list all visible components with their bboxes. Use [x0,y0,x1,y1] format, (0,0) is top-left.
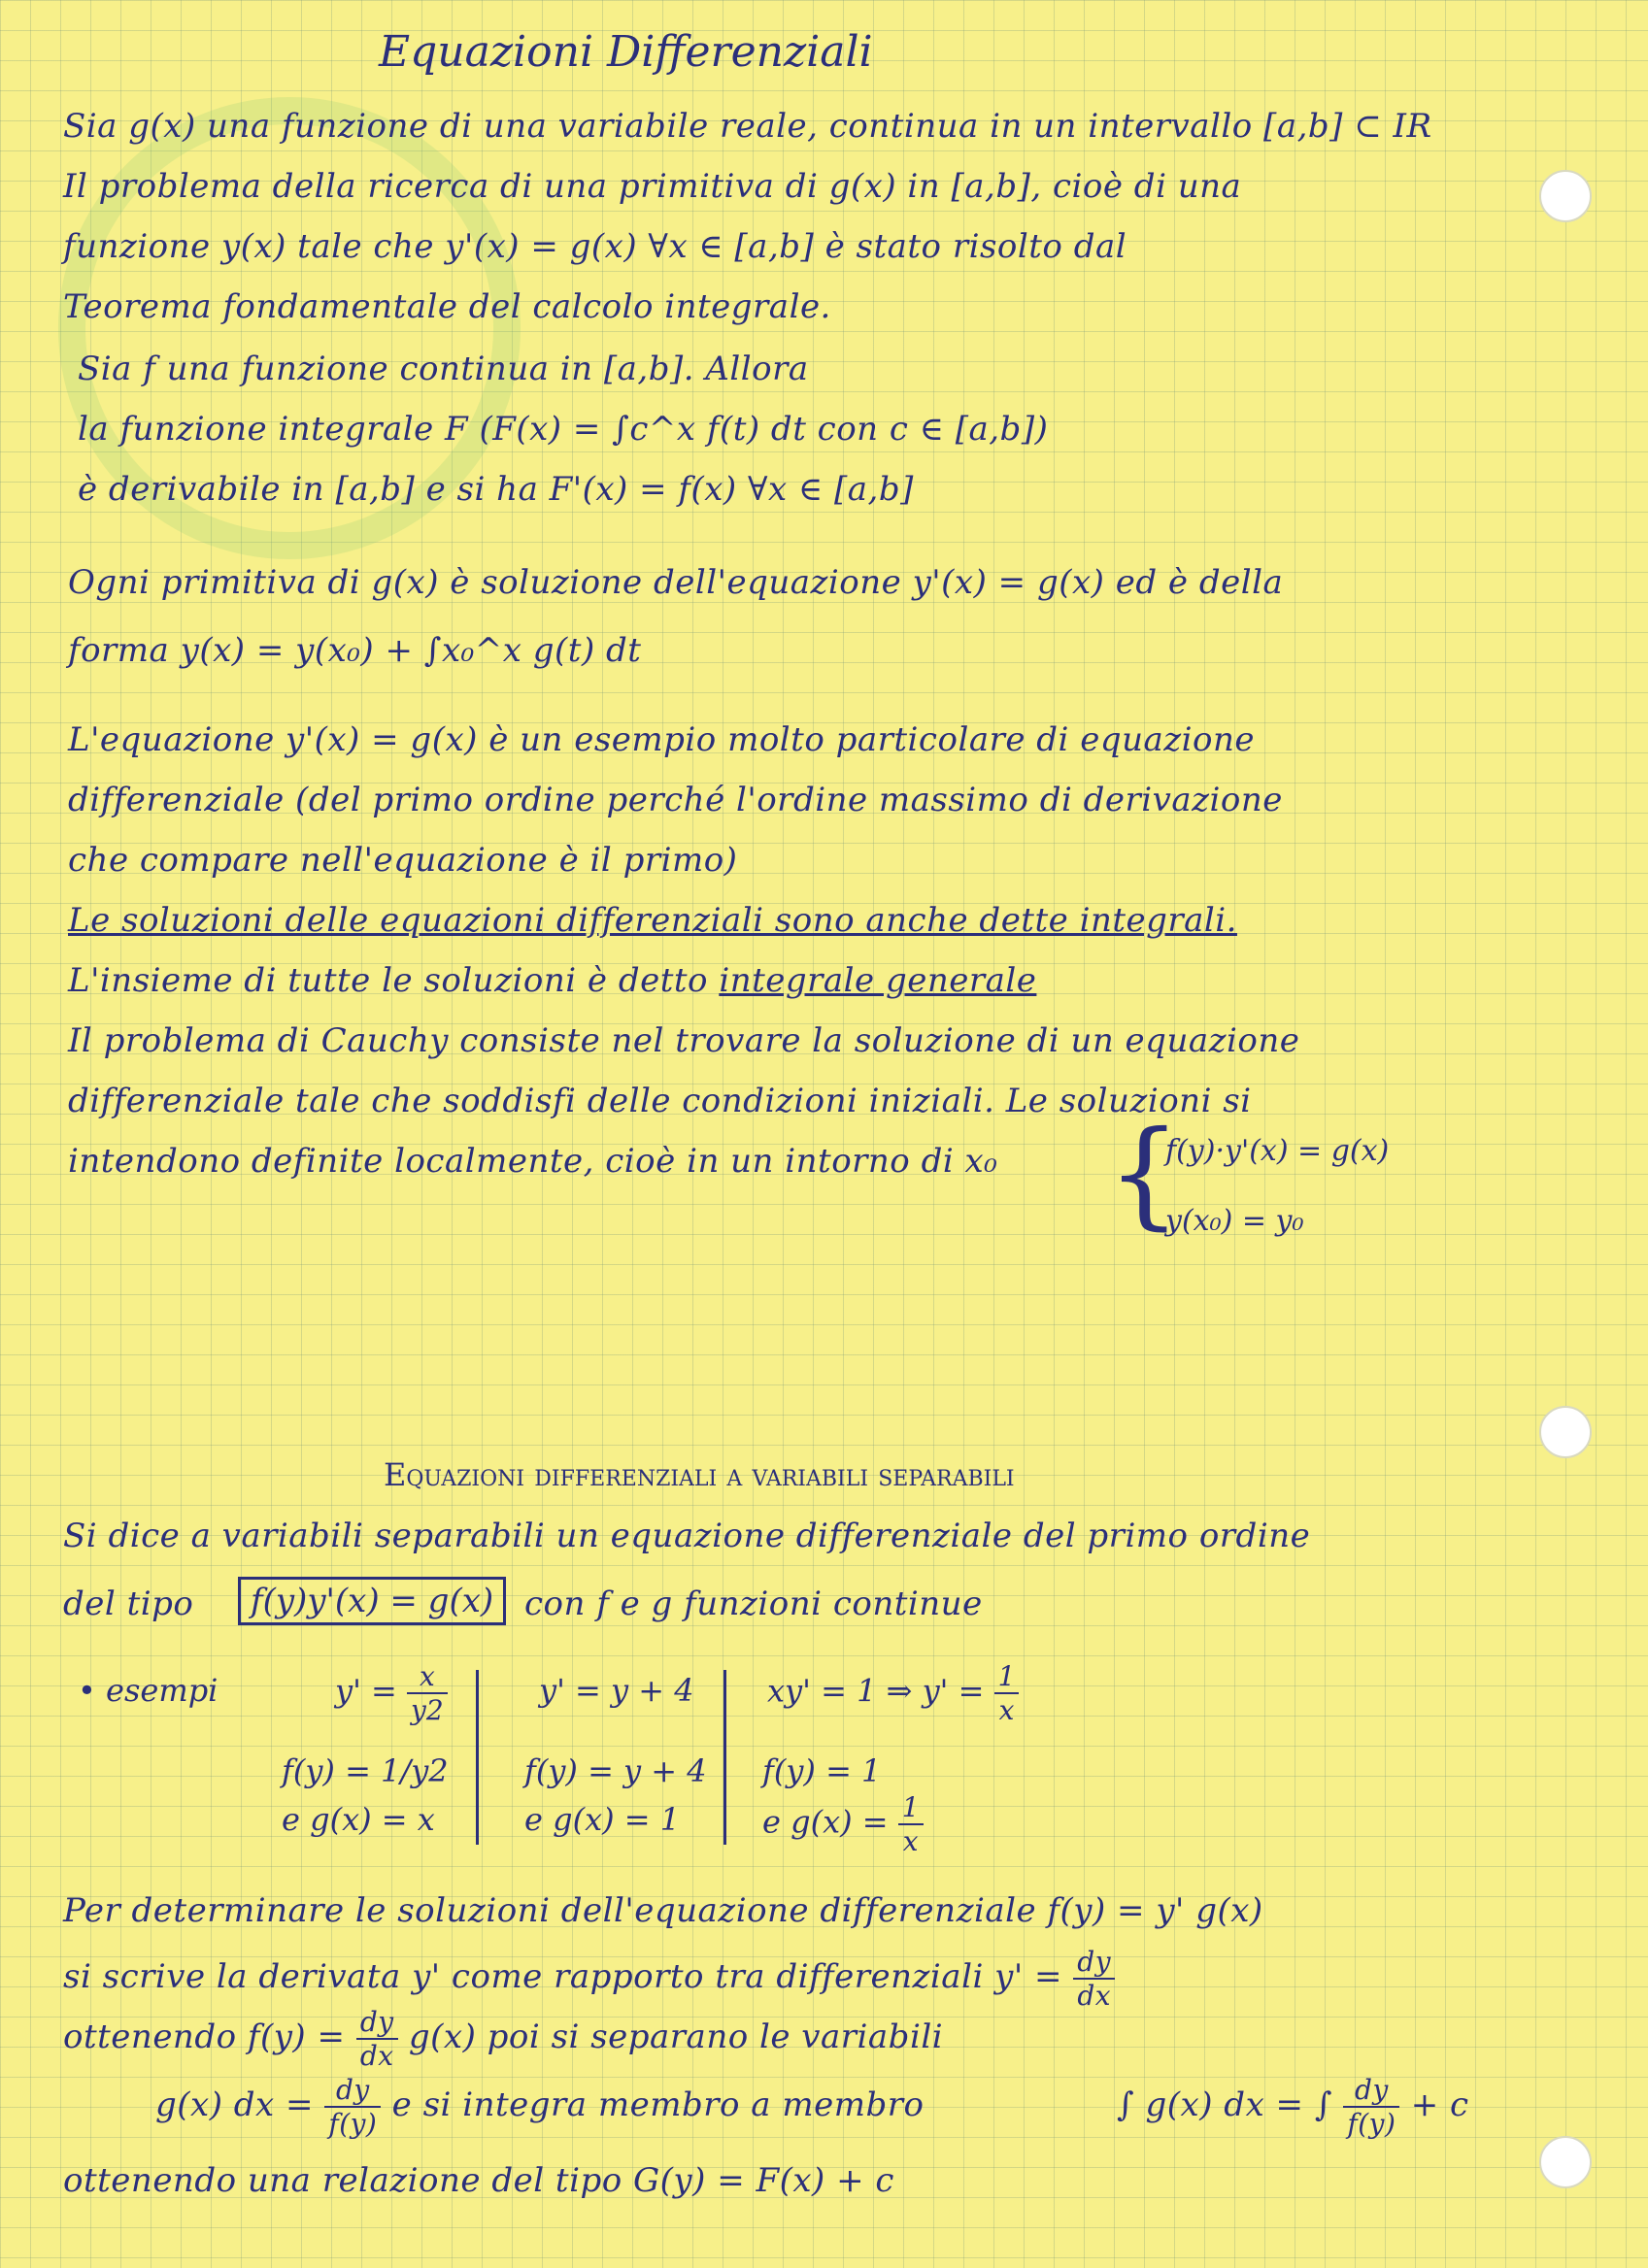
text-line: del tipo [63,1584,194,1623]
system-eq: y(x₀) = y₀ [1165,1204,1304,1238]
system-eq: f(y)·y'(x) = g(x) [1165,1134,1390,1168]
numerator: dy [1073,1946,1115,1980]
fraction [898,1791,924,1857]
text-line: L'equazione y'(x) = g(x) è un esempio molto particolare di equazione [68,720,1256,759]
text-span: g(x) dx = [155,2085,315,2124]
fraction [1343,2074,1399,2140]
fraction [407,1660,448,1726]
denominator: x [998,1694,1015,1726]
example-f: f(y) = 1 [762,1752,882,1789]
text-line: Il problema di Cauchy consiste nel trovare la soluzione di un equazione [68,1021,1300,1060]
denominator: x [902,1825,919,1857]
text-span: L'insieme di tutte le soluzioni è detto [68,961,720,1000]
text-line [155,2074,924,2140]
page-title: Equazioni Differenziali [379,27,873,77]
text-span: ∫ g(x) dx = ∫ [1117,2085,1333,2124]
denominator: dx [1077,1980,1112,2012]
boxed-equation: f(y)y'(x) = g(x) [238,1577,506,1625]
text-line: Ogni primitiva di g(x) è soluzione dell'equazione y'(x) = g(x) ed è della [68,563,1284,602]
text-span: si scrive la derivata y' come rapporto tra differenziali y' = [63,1957,1062,1996]
text-line: Le soluzioni delle equazioni differenziali sono anche dette integrali. [68,901,1237,940]
text-line: con f e g funzioni continue [524,1584,983,1623]
examples-bullet: • esempi [78,1672,219,1709]
text-line: differenziale tale che soddisfi delle condizioni iniziali. Le soluzioni si [68,1082,1252,1120]
binder-hole [1539,170,1592,222]
text-span: ottenendo f(y) = [63,2018,346,2056]
example-g [762,1791,924,1857]
eq-text: xy' = 1 ⇒ y' = [767,1672,985,1710]
binder-hole [1539,2136,1592,2188]
text-line: differenziale (del primo ordine perché l'ordine massimo di derivazione [68,781,1283,819]
denominator: f(y) [1347,2108,1396,2140]
binder-hole [1539,1406,1592,1458]
text-line [63,2006,943,2072]
fraction [1073,1946,1115,2012]
text-line [63,1946,1115,2012]
text-line: Sia g(x) una funzione di una variabile reale, continua in un intervallo [a,b] ⊂ IR [63,107,1432,146]
separator-line [723,1670,726,1845]
numerator: dy [1343,2074,1399,2108]
text-line: forma y(x) = y(x₀) + ∫x₀^x g(t) dt [68,631,642,670]
text-line: Si dice a variabili separabili un equazione differenziale del primo ordine [63,1517,1311,1555]
text-line [68,961,1036,1000]
fraction [356,2006,398,2072]
text-span: e si integra membro a membro [391,2085,925,2124]
eq-text: e g(x) = [762,1803,889,1841]
example-equation [335,1660,448,1726]
example-f: f(y) = 1/y2 [282,1752,449,1789]
numerator: x [407,1660,448,1694]
text-line: Il problema della ricerca di una primitiva di g(x) in [a,b], cioè di una [63,167,1242,206]
fraction [994,1660,1020,1726]
text-line: funzione y(x) tale che y'(x) = g(x) ∀x ∈ [a,b] è stato risolto dal [63,227,1127,266]
text-span: g(x) poi si separano le variabili [408,2018,944,2056]
text-line: Per determinare le soluzioni dell'equazione differenziale f(y) = y' g(x) [63,1891,1263,1930]
section-subtitle: Equazioni differenziali a variabili separabili [384,1456,1015,1493]
separator-line [476,1670,479,1845]
numerator: dy [356,2006,398,2040]
numerator: dy [324,2074,381,2108]
denominator: y2 [411,1694,444,1726]
example-f: f(y) = y + 4 [524,1752,707,1789]
integral-equation [1117,2074,1469,2140]
fraction [324,2074,381,2140]
text-line: è derivabile in [a,b] e si ha F'(x) = f(x) ∀x ∈ [a,b] [78,470,914,509]
text-line: la funzione integrale F (F(x) = ∫c^x f(t) dt con c ∈ [a,b]) [78,410,1049,449]
example-g: e g(x) = x [282,1801,435,1838]
text-line: che compare nell'equazione è il primo) [68,841,738,880]
text-line: intendono definite localmente, cioè in un intorno di x₀ [68,1142,998,1181]
text-span: + c [1410,2085,1469,2124]
text-line: Teorema fondamentale del calcolo integrale. [63,287,831,326]
text-line: Sia f una funzione continua in [a,b]. Allora [78,350,809,388]
numerator: 1 [898,1791,924,1825]
example-equation: y' = y + 4 [539,1672,694,1709]
numerator: 1 [994,1660,1020,1694]
denominator: dx [359,2040,394,2072]
example-equation [767,1660,1019,1726]
text-span-underlined: integrale generale [719,961,1037,1000]
eq-text: y' = [335,1672,397,1710]
left-brace: { [1107,1107,1182,1242]
example-g: e g(x) = 1 [524,1801,681,1838]
denominator: f(y) [328,2108,378,2140]
text-line: ottenendo una relazione del tipo G(y) = F(x) + c [63,2161,894,2200]
